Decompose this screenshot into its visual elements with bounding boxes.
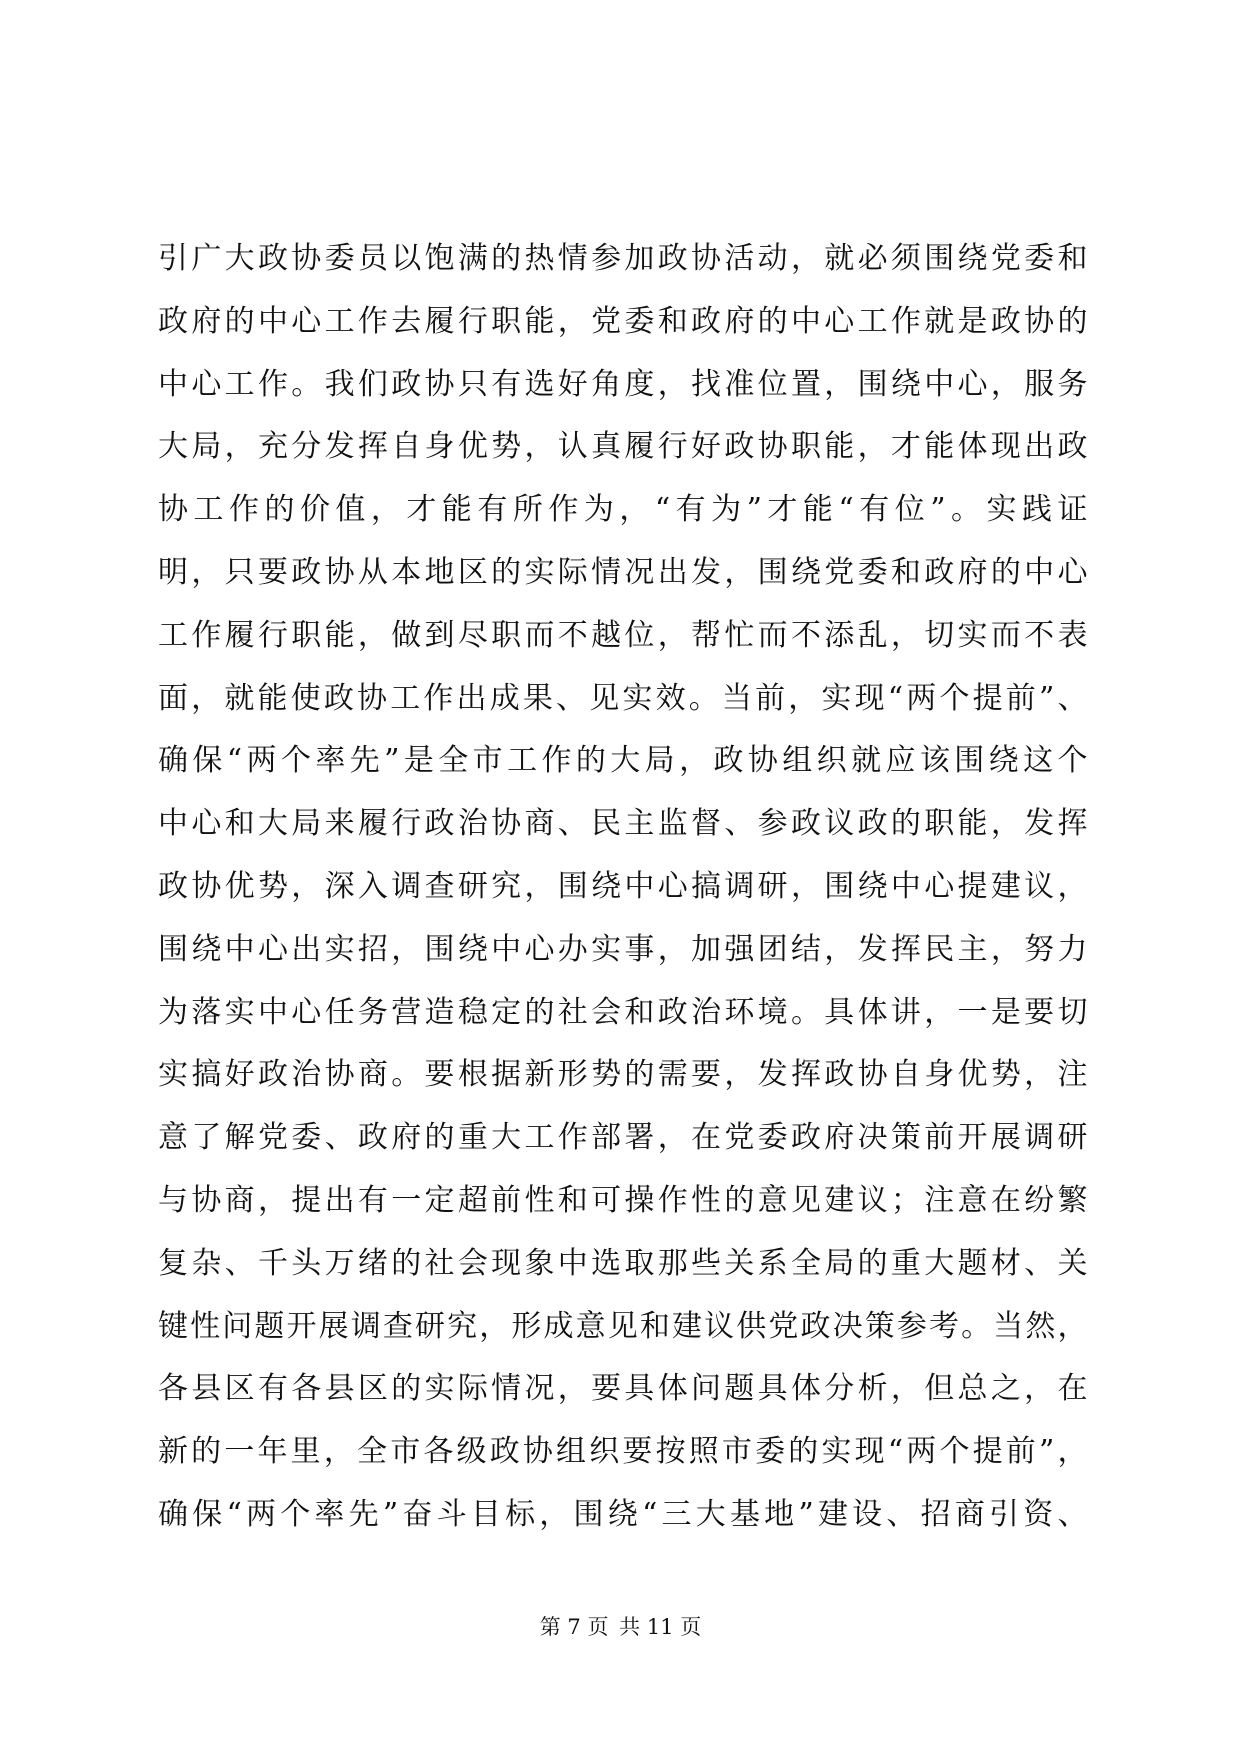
text-line: 实搞好政治协商。要根据新形势的需要，发挥政协自身优势，注 xyxy=(158,1057,1088,1093)
text-line: 确保“两个率先”是全市工作的大局，政协组织就应该围绕这个 xyxy=(158,743,1088,779)
text-line: 围绕中心出实招，围绕中心办实事，加强团结，发挥民主，努力 xyxy=(158,931,1088,967)
text-line: 中心工作。我们政协只有选好角度，找准位置，围绕中心，服务 xyxy=(158,366,1088,402)
text-line: 键性问题开展调查研究，形成意见和建议供党政决策参考。当然， xyxy=(158,1308,1088,1344)
text-line: 新的一年里，全市各级政协组织要按照市委的实现“两个提前”， xyxy=(158,1434,1088,1470)
text-line: 政府的中心工作去履行职能，党委和政府的中心工作就是政协的 xyxy=(158,303,1088,339)
text-line: 引广大政协委员以饱满的热情参加政协活动，就必须围绕党委和 xyxy=(158,241,1088,276)
text-line: 明，只要政协从本地区的实际情况出发，围绕党委和政府的中心 xyxy=(158,554,1088,590)
text-line: 协工作的价值，才能有所作为，“有为”才能“有位”。实践证 xyxy=(158,492,1088,528)
text-line: 大局，充分发挥自身优势，认真履行好政协职能，才能体现出政 xyxy=(158,429,1088,465)
text-line: 各县区有各县区的实际情况，要具体问题具体分析，但总之，在 xyxy=(158,1371,1088,1407)
text-line: 与协商，提出有一定超前性和可操作性的意见建议；注意在纷繁 xyxy=(158,1182,1088,1218)
page-number: 第 7 页 xyxy=(539,1615,609,1639)
text-line: 意了解党委、政府的重大工作部署，在党委政府决策前开展调研 xyxy=(158,1120,1088,1156)
text-line: 中心和大局来履行政治协商、民主监督、参政议政的职能，发挥 xyxy=(158,806,1088,842)
text-line: 确保“两个率先”奋斗目标，围绕“三大基地”建设、招商引资、 xyxy=(158,1496,1088,1532)
page-total: 共 11 页 xyxy=(619,1615,702,1639)
text-line: 复杂、千头万绪的社会现象中选取那些关系全局的重大题材、关 xyxy=(158,1245,1088,1281)
text-line: 为落实中心任务营造稳定的社会和政治环境。具体讲，一是要切 xyxy=(158,994,1088,1030)
text-line: 工作履行职能，做到尽职而不越位，帮忙而不添乱，切实而不表 xyxy=(158,617,1088,653)
page-footer xyxy=(0,1612,1241,1642)
text-line: 面，就能使政协工作出成果、见实效。当前，实现“两个提前”、 xyxy=(158,680,1088,716)
document-body xyxy=(158,228,1088,1547)
text-line: 政协优势，深入调查研究，围绕中心搞调研，围绕中心提建议， xyxy=(158,868,1088,904)
